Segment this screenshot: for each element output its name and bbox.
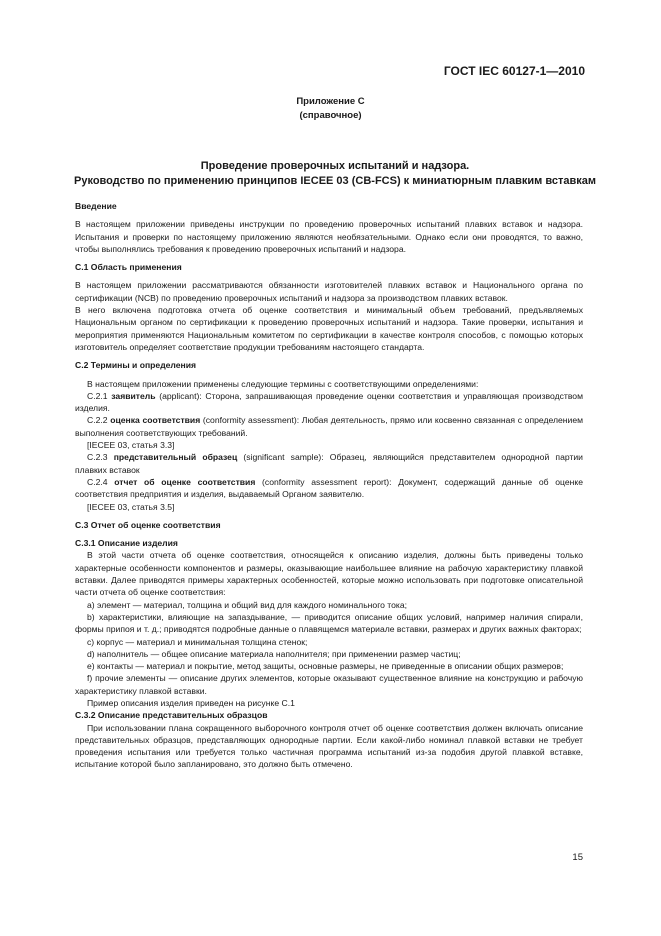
list-item-b: b) характеристики, влияющие на запаздывание, — приводится описание общих условий, например наличия спирали, формы припоя и т. д.; приводятся подробные данные о плавящемся материале вставки, размерах и других важных факторах; — [75, 611, 583, 635]
term-c23 — [75, 451, 583, 476]
term-c21-number: С.2.1 — [87, 390, 108, 401]
section-c3-heading: С.3 Отчет об оценке соответствия — [75, 519, 221, 530]
list-item-e: e) контакты — материал и покрытие, метод защиты, основные размеры, не приведенные в описании общих размеров; — [87, 661, 564, 672]
list-item-f: f) прочие элементы — описание других элементов, которые оказывают существенное влияние на конструкцию и рабочую характеристику плавкой вставки. — [75, 673, 583, 696]
list-item-d: d) наполнитель — общее описание материала наполнителя; при применении размер частиц; — [87, 648, 461, 659]
annex-type: (справочное) — [299, 110, 362, 121]
section-c2-heading: С.2 Термины и определения — [75, 360, 197, 371]
c2-intro: В настоящем приложении применены следующие термины с соответствующими определениями: — [87, 378, 479, 389]
term-c22-reference: [IECEE 03, статья 3.3] — [87, 440, 175, 451]
term-c24-number: С.2.4 — [87, 476, 108, 487]
list-item-c: c) корпус — материал и минимальная толщина стенок; — [87, 636, 308, 647]
annex-label: Приложение С — [296, 96, 365, 107]
page-number: 15 — [572, 852, 583, 863]
term-c23-definition: (significant sample): Образец, являющийся представителем однородной партии плавких вставок — [75, 452, 583, 475]
term-c22-term: оценка соответствия — [110, 415, 201, 426]
section-c1-heading: С.1 Область применения — [75, 262, 182, 273]
term-c22-number: С.2.2 — [87, 415, 108, 426]
intro-paragraph: В настоящем приложении приведены инструкции по проведению проверочных испытаний плавких вставок и надзора. Испытания и проверки по настоящему приложению являются необязательными. Однако если они проводятся, то важно, чтобы выполнялись требования к проведению проверочных испытаний и надзора. — [75, 219, 583, 254]
example-reference: Пример описания изделия приведен на рисунке С.1 — [87, 697, 295, 708]
list-item-a: a) элемент — материал, толщина и общий вид для каждого номинального тока; — [87, 599, 408, 610]
c1-paragraph-2: В него включена подготовка отчета об оценке соответствия и минимальный объем требований, предъявляемых Национальным органом по сертификации к проведению проверочных испытаний и надзора. Такие проверки, испытания и мероприятия применяются Национальным комитетом по сертификации в качестве контроля способов, с помощью которых изготовитель определяет соответствие продукции требованиям настоящего стандарта. — [75, 305, 583, 352]
subsection-c31-heading: С.3.1 Описание изделия — [75, 538, 178, 549]
intro-heading: Введение — [75, 201, 117, 211]
c1-paragraph-1: В настоящем приложении рассматриваются обязанности изготовителей плавких вставок и Национального органа по сертификации (NCB) по проведению проверочных испытаний и надзора за производством плавких вставок. — [75, 280, 583, 303]
term-c22 — [75, 414, 583, 439]
term-c21 — [75, 390, 583, 415]
subsection-c32-heading: С.3.2 Описание представительных образцов — [75, 710, 268, 721]
term-c22-definition: (conformity assessment): Любая деятельность, прямо или косвенно связанная с определением выполнения соответствующих требований. — [75, 415, 584, 438]
term-c21-definition: (applicant): Сторона, запрашивающая проведение оценки соответствия и управляющая производством изделия. — [75, 390, 583, 414]
term-c23-number: С.2.3 — [87, 452, 108, 463]
term-c24-reference: [IECEE 03, статья 3.5] — [87, 501, 175, 512]
term-c24-term: отчет об оценке соответствия — [114, 476, 256, 487]
term-c24-definition: (conformity assessment report): Документ, содержащий данные об оценке соответствия предприятия и изделия, выдаваемый Органом заявителю. — [75, 476, 583, 500]
standard-number: ГОСТ IEC 60127-1—2010 — [443, 64, 585, 78]
document-body — [75, 200, 583, 771]
term-c21-term: заявитель — [111, 390, 156, 401]
c31-paragraph: В этой части отчета об оценке соответствия, относящейся к описанию изделия, должны быть приведены только характерные особенности компонентов и размеры, оказывающие наибольшее влияние на рабочую характеристику плавкой вставки. Далее приводятся примеры характерных особенностей, которые можно использовать при подготовке описательной части отчета об оценке соответствия: — [75, 550, 583, 598]
c32-paragraph: При использовании плана сокращенного выборочного контроля отчет об оценке соответствия должен включать описание представительных образцов, представляющих однородные партии. Если какой-либо номинал плавкой вставки не требует проведения испытания или требуется только частичная программа испытаний из-за подобия другой плавкой вставке, испытание которой было запланировано, это должно быть отмечено. — [75, 722, 583, 770]
term-c24 — [75, 476, 583, 501]
term-c23-term: представительный образец — [113, 452, 238, 463]
title-line-1: Проведение проверочных испытаний и надзора. — [200, 160, 470, 172]
title-line-2: Руководство по применению принципов IECEE 03 (CB-FCS) к миниатюрным плавким вставкам — [74, 175, 596, 187]
